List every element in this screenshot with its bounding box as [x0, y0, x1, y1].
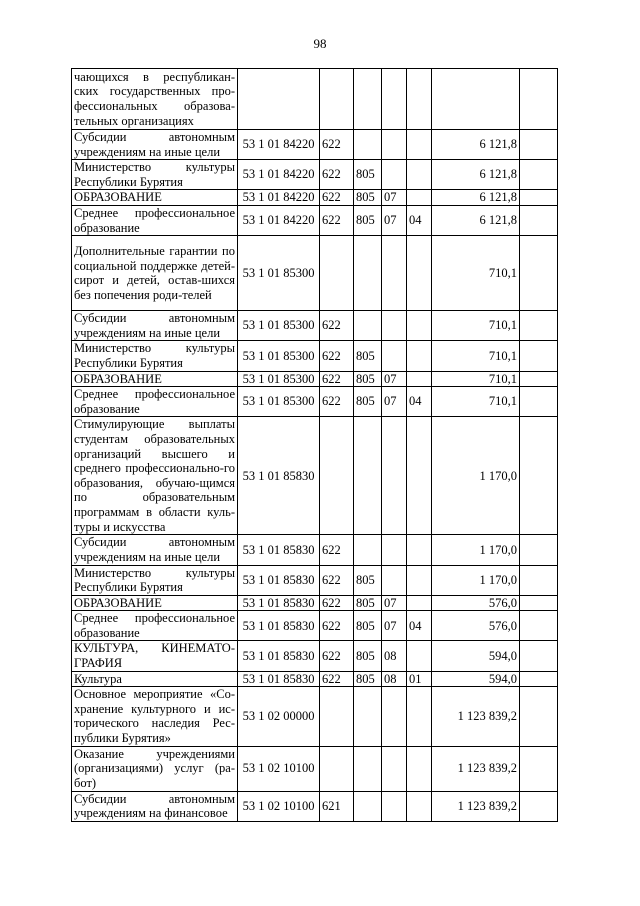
table-row	[72, 671, 558, 687]
ministry-code-cell: 805	[354, 341, 382, 371]
target-code-cell	[238, 69, 320, 130]
target-code-cell: 53 1 01 85300	[238, 236, 320, 311]
target-code-cell: 53 1 01 85300	[238, 311, 320, 341]
empty-cell	[520, 190, 558, 206]
row-name-cell: Дополнительные гарантии по социальной поддержке детей-сирот и детей, остав-шихся без попечения роди-телей	[72, 236, 238, 311]
target-code-cell: 53 1 01 85830	[238, 417, 320, 535]
subsection-code-cell	[407, 641, 432, 671]
row-name-cell: Основное мероприятие «Со-хранение культурного и ис-торического наследия Рес-публики Бурятия»	[72, 687, 238, 746]
amount-cell: 6 121,8	[432, 190, 520, 206]
empty-cell	[520, 205, 558, 235]
empty-cell	[520, 341, 558, 371]
empty-cell	[520, 160, 558, 190]
row-name-cell: Субсидии автономным учреждениям на иные цели	[72, 311, 238, 341]
section-code-cell	[382, 535, 407, 565]
target-code-cell: 53 1 02 00000	[238, 687, 320, 746]
row-name-cell: Культура	[72, 671, 238, 687]
expense-type-cell: 622	[320, 671, 354, 687]
amount-cell: 594,0	[432, 671, 520, 687]
table-body	[72, 69, 558, 822]
ministry-code-cell	[354, 236, 382, 311]
ministry-code-cell: 805	[354, 565, 382, 595]
row-name-cell: Оказание учреждениями (организациями) услуг (ра-бот)	[72, 746, 238, 791]
expense-type-cell	[320, 69, 354, 130]
target-code-cell: 53 1 01 85830	[238, 641, 320, 671]
section-code-cell: 07	[382, 371, 407, 387]
empty-cell	[520, 641, 558, 671]
expense-type-cell: 622	[320, 535, 354, 565]
ministry-code-cell	[354, 791, 382, 821]
empty-cell	[520, 236, 558, 311]
table-row	[72, 611, 558, 641]
subsection-code-cell	[407, 595, 432, 611]
amount-cell: 1 123 839,2	[432, 746, 520, 791]
subsection-code-cell	[407, 791, 432, 821]
subsection-code-cell	[407, 160, 432, 190]
ministry-code-cell: 805	[354, 611, 382, 641]
empty-cell	[520, 595, 558, 611]
empty-cell	[520, 746, 558, 791]
section-code-cell	[382, 69, 407, 130]
amount-cell: 1 123 839,2	[432, 791, 520, 821]
expense-type-cell: 622	[320, 611, 354, 641]
section-code-cell	[382, 687, 407, 746]
subsection-code-cell	[407, 190, 432, 206]
table-row	[72, 311, 558, 341]
row-name-cell: ОБРАЗОВАНИЕ	[72, 190, 238, 206]
expense-type-cell: 621	[320, 791, 354, 821]
expense-type-cell: 622	[320, 160, 354, 190]
row-name-cell: Министерство культуры Республики Бурятия	[72, 341, 238, 371]
table-row	[72, 69, 558, 130]
row-name-cell: Министерство культуры Республики Бурятия	[72, 565, 238, 595]
ministry-code-cell: 805	[354, 641, 382, 671]
expense-type-cell: 622	[320, 565, 354, 595]
row-name-cell: Среднее профессиональное образование	[72, 205, 238, 235]
section-code-cell	[382, 311, 407, 341]
row-name-cell: Среднее профессиональное образование	[72, 611, 238, 641]
amount-cell: 576,0	[432, 595, 520, 611]
empty-cell	[520, 311, 558, 341]
ministry-code-cell	[354, 417, 382, 535]
empty-cell	[520, 671, 558, 687]
table-row	[72, 595, 558, 611]
amount-cell	[432, 69, 520, 130]
row-name-cell: Субсидии автономным учреждениям на иные цели	[72, 130, 238, 160]
target-code-cell: 53 1 01 85300	[238, 387, 320, 417]
table-row	[72, 746, 558, 791]
target-code-cell: 53 1 02 10100	[238, 746, 320, 791]
section-code-cell: 07	[382, 190, 407, 206]
expense-type-cell: 622	[320, 595, 354, 611]
expense-type-cell: 622	[320, 190, 354, 206]
expense-type-cell: 622	[320, 641, 354, 671]
target-code-cell: 53 1 01 85300	[238, 371, 320, 387]
expense-type-cell: 622	[320, 371, 354, 387]
target-code-cell: 53 1 01 85830	[238, 535, 320, 565]
amount-cell: 710,1	[432, 387, 520, 417]
expense-type-cell	[320, 746, 354, 791]
amount-cell: 1 170,0	[432, 417, 520, 535]
target-code-cell: 53 1 01 85830	[238, 611, 320, 641]
target-code-cell: 53 1 01 84220	[238, 190, 320, 206]
target-code-cell: 53 1 01 84220	[238, 205, 320, 235]
row-name-cell: ОБРАЗОВАНИЕ	[72, 371, 238, 387]
row-name-cell: Среднее профессиональное образование	[72, 387, 238, 417]
empty-cell	[520, 69, 558, 130]
amount-cell: 6 121,8	[432, 160, 520, 190]
ministry-code-cell	[354, 311, 382, 341]
table-row	[72, 387, 558, 417]
expense-type-cell	[320, 687, 354, 746]
empty-cell	[520, 371, 558, 387]
subsection-code-cell	[407, 417, 432, 535]
ministry-code-cell: 805	[354, 371, 382, 387]
expense-type-cell: 622	[320, 311, 354, 341]
table-row	[72, 791, 558, 821]
amount-cell: 710,1	[432, 341, 520, 371]
subsection-code-cell	[407, 311, 432, 341]
expense-type-cell: 622	[320, 387, 354, 417]
empty-cell	[520, 565, 558, 595]
empty-cell	[520, 687, 558, 746]
row-name-cell: ОБРАЗОВАНИЕ	[72, 595, 238, 611]
subsection-code-cell	[407, 565, 432, 595]
subsection-code-cell: 01	[407, 671, 432, 687]
ministry-code-cell	[354, 687, 382, 746]
subsection-code-cell: 04	[407, 205, 432, 235]
budget-table	[71, 68, 558, 822]
amount-cell: 1 170,0	[432, 535, 520, 565]
section-code-cell	[382, 791, 407, 821]
ministry-code-cell	[354, 535, 382, 565]
empty-cell	[520, 611, 558, 641]
section-code-cell: 08	[382, 671, 407, 687]
target-code-cell: 53 1 01 84220	[238, 160, 320, 190]
ministry-code-cell: 805	[354, 190, 382, 206]
table-row	[72, 160, 558, 190]
section-code-cell: 08	[382, 641, 407, 671]
page-number: 98	[313, 36, 327, 51]
target-code-cell: 53 1 01 84220	[238, 130, 320, 160]
table-row	[72, 341, 558, 371]
section-code-cell	[382, 236, 407, 311]
amount-cell: 1 123 839,2	[432, 687, 520, 746]
amount-cell: 594,0	[432, 641, 520, 671]
expense-type-cell	[320, 417, 354, 535]
ministry-code-cell	[354, 746, 382, 791]
target-code-cell: 53 1 01 85300	[238, 341, 320, 371]
subsection-code-cell: 04	[407, 387, 432, 417]
expense-type-cell: 622	[320, 341, 354, 371]
subsection-code-cell	[407, 746, 432, 791]
subsection-code-cell	[407, 236, 432, 311]
target-code-cell: 53 1 01 85830	[238, 565, 320, 595]
expense-type-cell	[320, 236, 354, 311]
row-name-cell: чающихся в республикан-ских государственных про-фессиональных образова-тельных организациях	[72, 69, 238, 130]
section-code-cell	[382, 746, 407, 791]
table-row	[72, 371, 558, 387]
row-name-cell: Стимулирующие выплаты студентам образовательных организаций высшего и среднего профессионально-го образования, обучаю-щимся по образовательным программам в области куль-туры и искусства	[72, 417, 238, 535]
section-code-cell	[382, 341, 407, 371]
section-code-cell: 07	[382, 611, 407, 641]
empty-cell	[520, 417, 558, 535]
row-name-cell: Субсидии автономным учреждениям на финансовое	[72, 791, 238, 821]
table-row	[72, 190, 558, 206]
table-row	[72, 565, 558, 595]
section-code-cell: 07	[382, 595, 407, 611]
row-name-cell: Министерство культуры Республики Бурятия	[72, 160, 238, 190]
row-name-cell: КУЛЬТУРА, КИНЕМАТО-ГРАФИЯ	[72, 641, 238, 671]
section-code-cell: 07	[382, 387, 407, 417]
table-row	[72, 535, 558, 565]
target-code-cell: 53 1 01 85830	[238, 595, 320, 611]
table-row	[72, 130, 558, 160]
subsection-code-cell	[407, 371, 432, 387]
expense-type-cell: 622	[320, 130, 354, 160]
ministry-code-cell	[354, 130, 382, 160]
empty-cell	[520, 791, 558, 821]
amount-cell: 710,1	[432, 311, 520, 341]
amount-cell: 6 121,8	[432, 205, 520, 235]
empty-cell	[520, 535, 558, 565]
ministry-code-cell: 805	[354, 205, 382, 235]
table-row	[72, 417, 558, 535]
empty-cell	[520, 130, 558, 160]
ministry-code-cell: 805	[354, 595, 382, 611]
table-row	[72, 641, 558, 671]
ministry-code-cell: 805	[354, 387, 382, 417]
expense-type-cell: 622	[320, 205, 354, 235]
section-code-cell	[382, 565, 407, 595]
table-row	[72, 205, 558, 235]
subsection-code-cell	[407, 69, 432, 130]
amount-cell: 710,1	[432, 371, 520, 387]
section-code-cell: 07	[382, 205, 407, 235]
ministry-code-cell: 805	[354, 671, 382, 687]
target-code-cell: 53 1 01 85830	[238, 671, 320, 687]
amount-cell: 710,1	[432, 236, 520, 311]
table-row	[72, 687, 558, 746]
ministry-code-cell: 805	[354, 160, 382, 190]
section-code-cell	[382, 130, 407, 160]
section-code-cell	[382, 417, 407, 535]
section-code-cell	[382, 160, 407, 190]
ministry-code-cell	[354, 69, 382, 130]
subsection-code-cell	[407, 130, 432, 160]
subsection-code-cell	[407, 341, 432, 371]
table-row	[72, 236, 558, 311]
amount-cell: 576,0	[432, 611, 520, 641]
target-code-cell: 53 1 02 10100	[238, 791, 320, 821]
subsection-code-cell	[407, 687, 432, 746]
row-name-cell: Субсидии автономным учреждениям на иные цели	[72, 535, 238, 565]
amount-cell: 6 121,8	[432, 130, 520, 160]
subsection-code-cell: 04	[407, 611, 432, 641]
empty-cell	[520, 387, 558, 417]
subsection-code-cell	[407, 535, 432, 565]
amount-cell: 1 170,0	[432, 565, 520, 595]
